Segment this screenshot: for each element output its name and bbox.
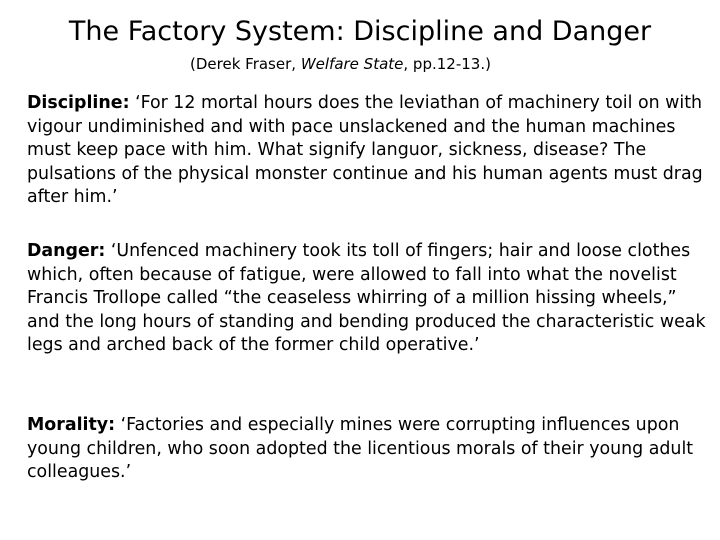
source-author: (Derek Fraser, <box>190 55 297 73</box>
morality-paragraph <box>27 414 711 485</box>
morality-label: Morality: <box>27 415 116 435</box>
discipline-label: Discipline: <box>27 93 130 113</box>
morality-quote: ‘Factories and especially mines were corrupting influences upon young children, who soon adopted the licentious morals of their young adult colleagues.’ <box>27 415 694 482</box>
discipline-quote: ‘For 12 mortal hours does the leviathan of machinery toil on with vigour undiminished and with pace unslackened and the human machines must keep pace with him. What signify languor, sickness, disease? The pulsations of the physical monster continue and his human agents must drag after him.’ <box>27 93 703 207</box>
danger-paragraph <box>27 240 711 358</box>
slide-title: The Factory System: Discipline and Danger <box>68 16 652 47</box>
discipline-paragraph <box>27 92 711 210</box>
danger-label: Danger: <box>27 241 106 261</box>
danger-quote: ‘Unfenced machinery took its toll of fingers; hair and loose clothes which, often because of fatigue, were allowed to fall into what the novelist Francis Trollope called “the ceaseless whirring of a million hissing wheels,” and the long hours of standing and bending produced the characteristic weak legs and arched back of the former child operative.’ <box>27 241 706 355</box>
source-work-title: Welfare State <box>300 55 404 73</box>
source-pages: , pp.12-13.) <box>403 55 491 73</box>
source-citation <box>190 53 491 75</box>
